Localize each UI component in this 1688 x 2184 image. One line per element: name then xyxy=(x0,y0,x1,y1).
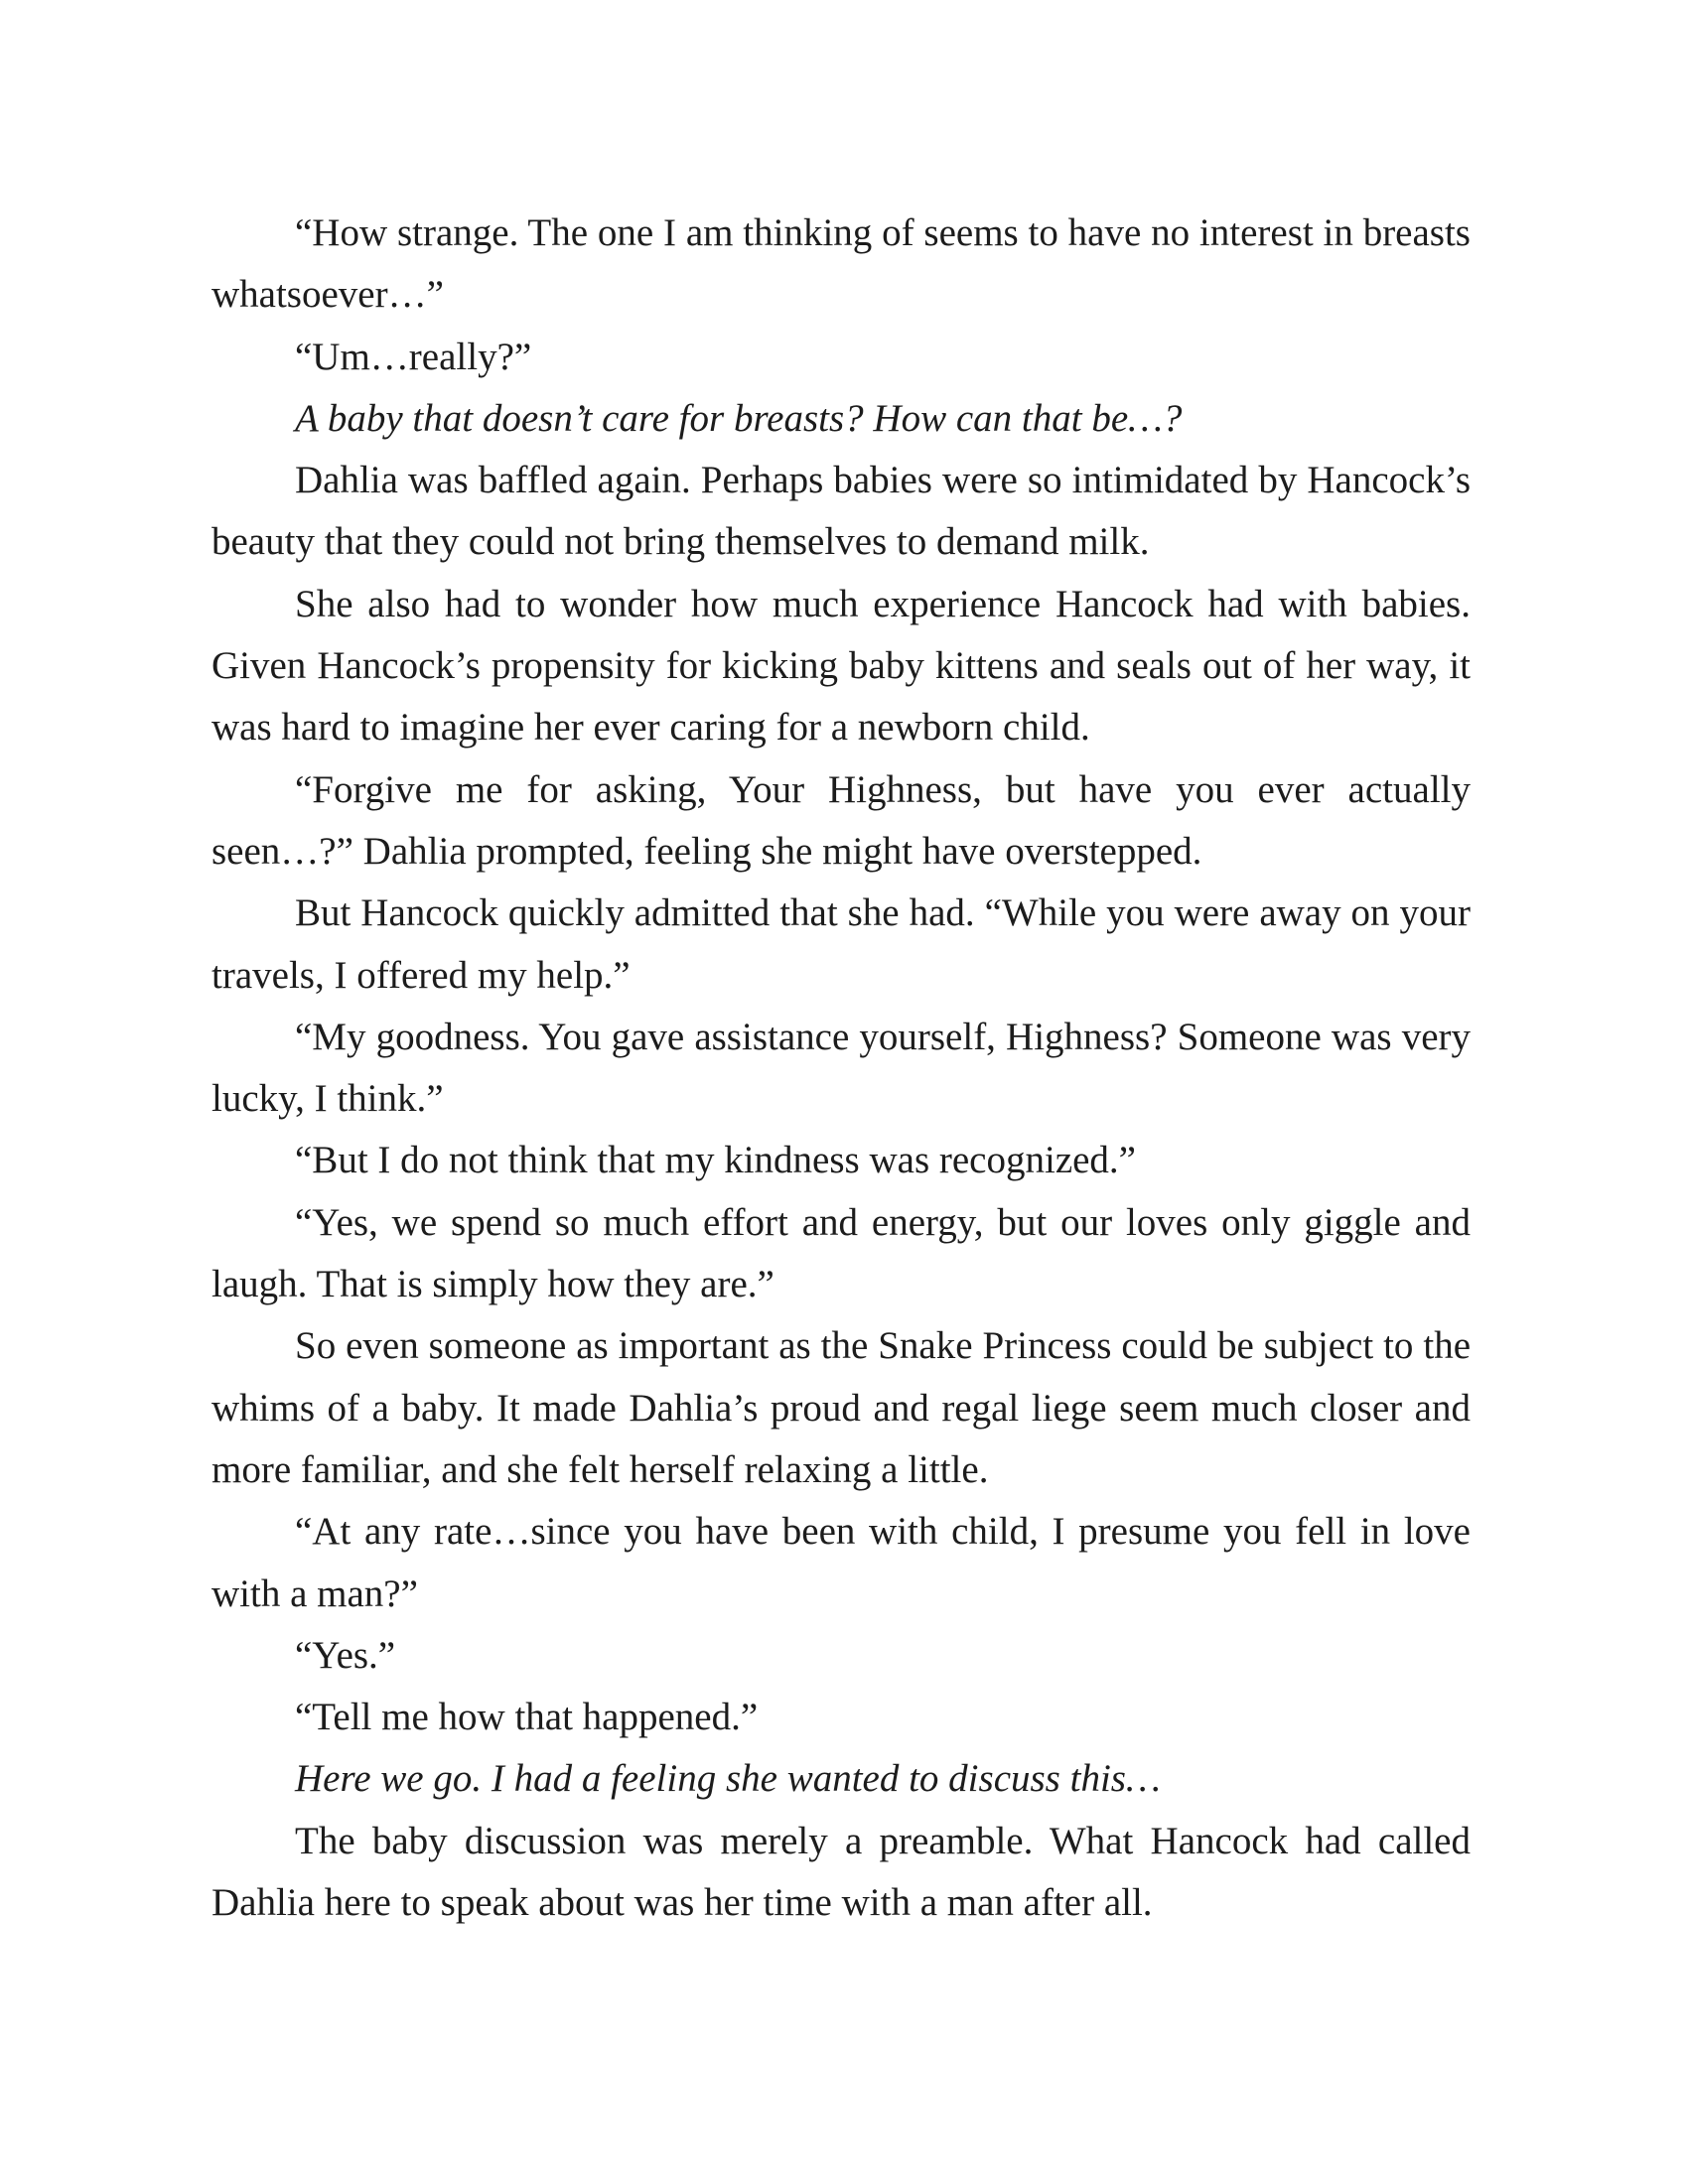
paragraph-14: “Tell me how that happened.” xyxy=(295,1696,759,1739)
paragraph-5: She also had to wonder how much experience Hancock had with babies. Given Hancock’s propensity for kicking baby kittens and seals out of her way, it was hard to imagine her ever caring for a newborn child. xyxy=(211,582,1471,750)
paragraph-15-thought: Here we go. I had a feeling she wanted to discuss this… xyxy=(295,1757,1161,1801)
paragraph-4: Dahlia was baffled again. Perhaps babies were so intimidated by Hancock’s beauty that they could not bring themselves to demand milk. xyxy=(211,459,1471,564)
paragraph-6: “Forgive me for asking, Your Highness, but have you ever actually seen…?” Dahlia prompted, feeling she might have overstepped. xyxy=(211,767,1471,873)
paragraph-8: “My goodness. You gave assistance yourself, Highness? Someone was very lucky, I think.” xyxy=(211,1015,1471,1121)
paragraph-3-thought: A baby that doesn’t care for breasts? How can that be…? xyxy=(295,396,1183,440)
paragraph-1: “How strange. The one I am thinking of seems to have no interest in breasts whatsoever…” xyxy=(211,211,1471,317)
paragraph-16: The baby discussion was merely a preamble. What Hancock had called Dahlia here to speak about was her time with a man after all. xyxy=(211,1819,1471,1925)
paragraph-12: “At any rate…since you have been with child, I presume you fell in love with a man?” xyxy=(211,1510,1471,1615)
body-text xyxy=(211,203,1471,1934)
paragraph-9: “But I do not think that my kindness was recognized.” xyxy=(295,1139,1136,1182)
paragraph-11: So even someone as important as the Snake Princess could be subject to the whims of a baby. It made Dahlia’s proud and regal liege seem much closer and more familiar, and she felt herself relaxing a little. xyxy=(211,1324,1471,1491)
paragraph-7: But Hancock quickly admitted that she had. “While you were away on your travels, I offered my help.” xyxy=(211,891,1471,997)
paragraph-2: “Um…really?” xyxy=(295,335,532,378)
paragraph-13: “Yes.” xyxy=(295,1633,396,1677)
paragraph-10: “Yes, we spend so much effort and energy, but our loves only giggle and laugh. That is simply how they are.” xyxy=(211,1200,1471,1306)
